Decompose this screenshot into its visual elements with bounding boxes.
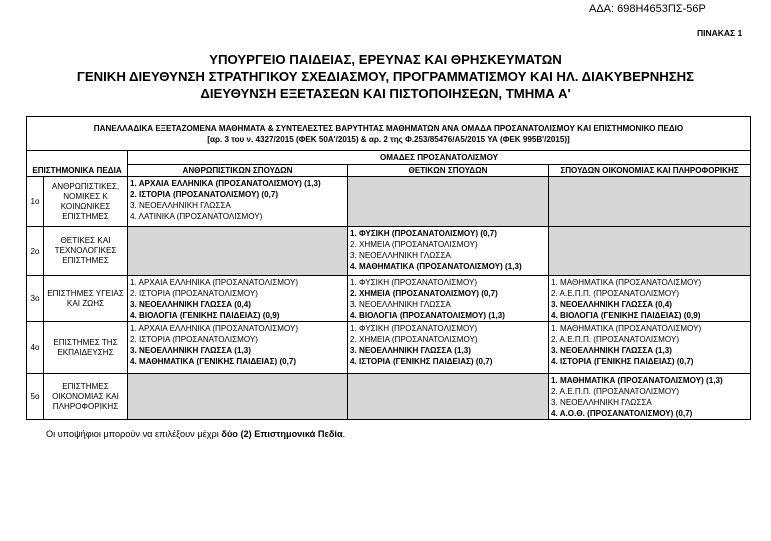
- subject-line: 3. ΝΕΟΕΛΛΗΝΙΚΗ ΓΛΩΣΣΑ: [350, 251, 451, 260]
- empty-cell: [549, 227, 751, 276]
- subjects-table: [26, 116, 751, 420]
- header-blank-cell: [27, 151, 128, 165]
- empty-cell: [348, 177, 549, 227]
- table-row: [27, 276, 751, 322]
- subject-line: 1. ΜΑΘΗΜΑΤΙΚΑ (ΠΡΟΣΑΝΑΤΟΛΙΣΜΟΥ): [551, 324, 702, 333]
- table-row: [27, 322, 751, 374]
- header-ministry: ΥΠΟΥΡΓΕΙΟ ΠΑΙΔΕΙΑΣ, ΕΡΕΥΝΑΣ ΚΑΙ ΘΡΗΣΚΕΥΜΑΤΩΝ: [209, 52, 562, 67]
- empty-cell: [128, 374, 348, 420]
- col-header-humanities: ΑΝΘΡΩΠΙΣΤΙΚΩΝ ΣΠΟΥΔΩΝ: [128, 165, 348, 177]
- table-title-legal-ref: [αρ. 3 του ν. 4327/2015 (ΦΕΚ 50Α'/2015) & αρ. 2 της Φ.253/85476/Α5/2015 ΥΑ (ΦΕΚ 995Β'/2015)]: [207, 134, 570, 144]
- table-row: [27, 374, 751, 420]
- field-number: 4ο: [27, 322, 44, 374]
- table-title-main: ΠΑΝΕΛΛΑΔΙΚΑ ΕΞΕΤΑΖΟΜΕΝΑ ΜΑΘΗΜΑΤΑ & ΣΥΝΤΕΛΕΣΤΕΣ ΒΑΡΥΤΗΤΑΣ ΜΑΘΗΜΑΤΩΝ ΑΝΑ ΟΜΑΔΑ ΠΡΟΣΑΝΑΤΟΛΙΣΜΟΥ ΚΑΙ ΕΠΙΣΤΗΜΟΝΙΚΟ ΠΕΔΙΟ: [93, 123, 684, 133]
- field-number: 2ο: [27, 227, 44, 276]
- subjects-cell-humanities: [128, 276, 348, 322]
- empty-cell: [549, 177, 751, 227]
- subject-line: 1. ΜΑΘΗΜΑΤΙΚΑ (ΠΡΟΣΑΝΑΤΟΛΙΣΜΟΥ): [551, 278, 702, 287]
- subject-line: 1. ΦΥΣΙΚΗ (ΠΡΟΣΑΝΑΤΟΛΙΣΜΟΥ): [350, 278, 478, 287]
- subject-line: 4. ΙΣΤΟΡΙΑ (ΓΕΝΙΚΗΣ ΠΑΙΔΕΙΑΣ) (0,7): [551, 357, 694, 366]
- document-id: ΑΔΑ: 698Η4653ΠΣ-56Ρ: [589, 3, 706, 15]
- subject-line: 3. ΝΕΟΕΛΛΗΝΙΚΗ ΓΛΩΣΣΑ (0,4): [130, 300, 251, 309]
- empty-cell: [348, 374, 549, 420]
- subject-line: 2. ΧΗΜΕΙΑ (ΠΡΟΣΑΝΑΤΟΛΙΣΜΟΥ): [350, 240, 478, 249]
- field-number: 1ο: [27, 177, 44, 227]
- subject-line: 1. ΦΥΣΙΚΗ (ΠΡΟΣΑΝΑΤΟΛΙΣΜΟΥ): [350, 324, 478, 333]
- subject-line: 4. ΜΑΘΗΜΑΤΙΚΑ (ΠΡΟΣΑΝΑΤΟΛΙΣΜΟΥ) (1,3): [350, 262, 522, 271]
- header-directorate-general: ΓΕΝΙΚΗ ΔΙΕΥΘΥΝΣΗ ΣΤΡΑΤΗΓΙΚΟΥ ΣΧΕΔΙΑΣΜΟΥ, ΠΡΟΓΡΑΜΜΑΤΙΣΜΟΥ ΚΑΙ ΗΛ. ΔΙΑΚΥΒΕΡΝΗΣΗΣ: [76, 69, 695, 84]
- field-name: ΕΠΙΣΤΗΜΕΣ ΤΗΣ ΕΚΠΑΙΔΕΥΣΗΣ: [44, 322, 128, 374]
- subject-line: 2. ΙΣΤΟΡΙΑ (ΠΡΟΣΑΝΑΤΟΛΙΣΜΟΥ): [130, 289, 258, 298]
- subject-line: 3. ΝΕΟΕΛΛΗΝΙΚΗ ΓΛΩΣΣΑ (0,4): [551, 300, 672, 309]
- subjects-cell-humanities: [128, 177, 348, 227]
- subject-line: 1. ΑΡΧΑΙΑ ΕΛΛΗΝΙΚΑ (ΠΡΟΣΑΝΑΤΟΛΙΣΜΟΥ): [130, 324, 299, 333]
- field-number: 3ο: [27, 276, 44, 322]
- field-name: ΕΠΙΣΤΗΜΕΣ ΟΙΚΟΝΟΜΙΑΣ ΚΑΙ ΠΛΗΡΟΦΟΡΙΚΗΣ: [44, 374, 128, 420]
- groups-header: ΟΜΑΔΕΣ ΠΡΟΣΑΝΑΤΟΛΙΣΜΟΥ: [128, 151, 751, 165]
- col-header-sciences: ΘΕΤΙΚΩΝ ΣΠΟΥΔΩΝ: [348, 165, 549, 177]
- table-label: ΠΙΝΑΚΑΣ 1: [697, 28, 743, 38]
- subject-line: 4. ΜΑΘΗΜΑΤΙΚΑ (ΓΕΝΙΚΗΣ ΠΑΙΔΕΙΑΣ) (0,7): [130, 357, 297, 366]
- subject-line: 3. ΝΕΟΕΛΛΗΝΙΚΗ ΓΛΩΣΣΑ: [350, 300, 451, 309]
- footnote-text: Οι υποψήφιοι μπορούν να επιλέξουν μέχρι: [46, 429, 222, 439]
- subject-line: 3. ΝΕΟΕΛΛΗΝΙΚΗ ΓΛΩΣΣΑ (1,3): [130, 346, 251, 355]
- subject-line: 2. ΧΗΜΕΙΑ (ΠΡΟΣΑΝΑΤΟΛΙΣΜΟΥ): [350, 335, 478, 344]
- field-name: ΑΝΘΡΩΠΙΣΤΙΚΕΣ, ΝΟΜΙΚΕΣ Κ ΚΟΙΝΩΝΙΚΕΣ ΕΠΙΣΤΗΜΕΣ: [44, 177, 128, 227]
- col-header-economics: ΣΠΟΥΔΩΝ ΟΙΚΟΝΟΜΙΑΣ ΚΑΙ ΠΛΗΡΟΦΟΡΙΚΗΣ: [549, 165, 751, 177]
- subject-line: 4. ΒΙΟΛΟΓΙΑ (ΓΕΝΙΚΗΣ ΠΑΙΔΕΙΑΣ) (0,9): [130, 311, 280, 320]
- fields-header: ΕΠΙΣΤΗΜΟΝΙΚΑ ΠΕΔΙΑ: [27, 165, 128, 177]
- table-body: [27, 177, 751, 420]
- subject-line: 2. ΙΣΤΟΡΙΑ (ΠΡΟΣΑΝΑΤΟΛΙΣΜΟΥ): [130, 335, 258, 344]
- field-number: 5ο: [27, 374, 44, 420]
- footnote-end: .: [342, 429, 346, 439]
- subject-line: 4. ΒΙΟΛΟΓΙΑ (ΠΡΟΣΑΝΑΤΟΛΙΣΜΟΥ) (1,3): [350, 311, 505, 320]
- subject-line: 2. ΙΣΤΟΡΙΑ (ΠΡΟΣΑΝΑΤΟΛΙΣΜΟΥ) (0,7): [130, 190, 279, 199]
- subject-line: 4. ΛΑΤΙΝΙΚΑ (ΠΡΟΣΑΝΑΤΟΛΙΣΜΟΥ): [130, 212, 263, 221]
- subject-line: 1. ΑΡΧΑΙΑ ΕΛΛΗΝΙΚΑ (ΠΡΟΣΑΝΑΤΟΛΙΣΜΟΥ) (1,3): [130, 179, 321, 188]
- subjects-cell-humanities: [128, 322, 348, 374]
- table-row: [27, 227, 751, 276]
- table-row: [27, 177, 751, 227]
- footnote-emphasis: δύο (2) Επιστημονικά Πεδία: [221, 429, 343, 439]
- subject-line: 1. ΑΡΧΑΙΑ ΕΛΛΗΝΙΚΑ (ΠΡΟΣΑΝΑΤΟΛΙΣΜΟΥ): [130, 278, 299, 287]
- subject-line: 1. ΜΑΘΗΜΑΤΙΚΑ (ΠΡΟΣΑΝΑΤΟΛΙΣΜΟΥ) (1,3): [551, 376, 723, 385]
- subject-line: 3. ΝΕΟΕΛΛΗΝΙΚΗ ΓΛΩΣΣΑ: [130, 201, 231, 210]
- subject-line: 4. ΙΣΤΟΡΙΑ (ΓΕΝΙΚΗΣ ΠΑΙΔΕΙΑΣ) (0,7): [350, 357, 493, 366]
- empty-cell: [128, 227, 348, 276]
- document-header: [0, 51, 771, 102]
- subjects-cell-economics: [549, 276, 751, 322]
- subjects-cell-economics: [549, 374, 751, 420]
- subjects-cell-economics: [549, 322, 751, 374]
- subject-line: 2. Α.Ε.Π.Π. (ΠΡΟΣΑΝΑΤΟΛΙΣΜΟΥ): [551, 387, 680, 396]
- field-name: ΘΕΤΙΚΕΣ ΚΑΙ ΤΕΧΝΟΛΟΓΙΚΕΣ ΕΠΙΣΤΗΜΕΣ: [44, 227, 128, 276]
- subject-line: 3. ΝΕΟΕΛΛΗΝΙΚΗ ΓΛΩΣΣΑ: [551, 398, 652, 407]
- header-department: ΔΙΕΥΘΥΝΣΗ ΕΞΕΤΑΣΕΩΝ ΚΑΙ ΠΙΣΤΟΠΟΙΗΣΕΩΝ, ΤΜΗΜΑ Α': [200, 86, 571, 101]
- subjects-cell-sciences: [348, 276, 549, 322]
- subject-line: 2. Α.Ε.Π.Π. (ΠΡΟΣΑΝΑΤΟΛΙΣΜΟΥ): [551, 335, 680, 344]
- subject-line: 1. ΦΥΣΙΚΗ (ΠΡΟΣΑΝΑΤΟΛΙΣΜΟΥ) (0,7): [350, 229, 497, 238]
- subject-line: 2. Α.Ε.Π.Π. (ΠΡΟΣΑΝΑΤΟΛΙΣΜΟΥ): [551, 289, 680, 298]
- subject-line: 2. ΧΗΜΕΙΑ (ΠΡΟΣΑΝΑΤΟΛΙΣΜΟΥ) (0,7): [350, 289, 498, 298]
- subject-line: 3. ΝΕΟΕΛΛΗΝΙΚΗ ΓΛΩΣΣΑ (1,3): [551, 346, 672, 355]
- footnote: [46, 429, 345, 439]
- subjects-cell-sciences: [348, 227, 549, 276]
- table-title: [27, 117, 751, 151]
- subjects-cell-sciences: [348, 322, 549, 374]
- field-name: ΕΠΙΣΤΗΜΕΣ ΥΓΕΙΑΣ ΚΑΙ ΖΩΗΣ: [44, 276, 128, 322]
- subject-line: 4. Α.Ο.Θ. (ΠΡΟΣΑΝΑΤΟΛΙΣΜΟΥ) (0,7): [551, 409, 693, 418]
- subject-line: 3. ΝΕΟΕΛΛΗΝΙΚΗ ΓΛΩΣΣΑ (1,3): [350, 346, 471, 355]
- subject-line: 4. ΒΙΟΛΟΓΙΑ (ΓΕΝΙΚΗΣ ΠΑΙΔΕΙΑΣ) (0,9): [551, 311, 701, 320]
